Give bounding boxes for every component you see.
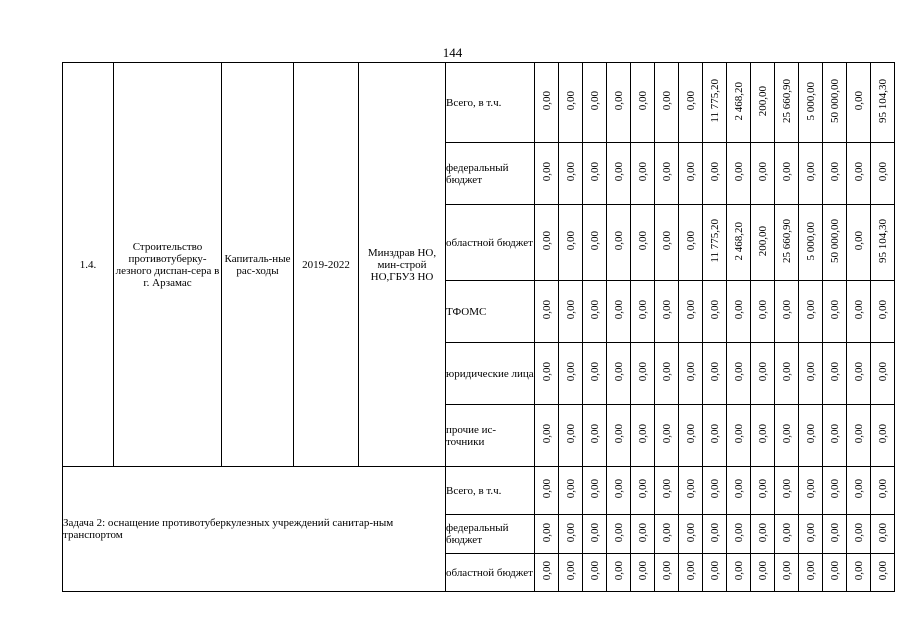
value-text: 0,00 <box>636 231 649 251</box>
value-cell <box>583 281 607 343</box>
value-text: 0,00 <box>852 424 865 444</box>
value-text: 0,00 <box>684 91 697 111</box>
value-text: 95 104,30 <box>876 79 889 123</box>
value-text: 11 775,20 <box>708 79 721 123</box>
value-text: 0,00 <box>636 424 649 444</box>
funding-source: Всего, в т.ч. <box>446 467 535 515</box>
value-cell <box>631 63 655 143</box>
value-cell <box>535 515 559 554</box>
value-cell <box>535 554 559 592</box>
value-cell <box>583 405 607 467</box>
table-row <box>63 467 895 515</box>
value-cell <box>775 405 799 467</box>
value-text: 0,00 <box>612 479 625 499</box>
value-cell <box>535 467 559 515</box>
value-cell <box>847 63 871 143</box>
value-cell <box>631 515 655 554</box>
value-cell <box>559 281 583 343</box>
value-text: 25 660,90 <box>780 219 793 263</box>
value-cell <box>871 467 895 515</box>
value-cell <box>871 63 895 143</box>
value-text: 0,00 <box>708 522 721 543</box>
value-cell <box>871 554 895 592</box>
value-text: 0,00 <box>564 91 577 111</box>
value-text: 0,00 <box>684 561 697 581</box>
funding-source: областной бюджет <box>446 554 535 592</box>
value-cell <box>607 205 631 281</box>
value-cell <box>727 467 751 515</box>
value-cell <box>655 205 679 281</box>
value-cell <box>775 554 799 592</box>
value-cell <box>847 281 871 343</box>
value-cell <box>655 281 679 343</box>
value-cell <box>607 143 631 205</box>
budget-table <box>62 62 895 592</box>
value-cell <box>823 143 847 205</box>
value-text: 0,00 <box>684 362 697 382</box>
value-text: 0,00 <box>780 162 793 182</box>
value-cell <box>655 343 679 405</box>
value-cell <box>583 63 607 143</box>
value-text: 0,00 <box>852 162 865 182</box>
value-text: 0,00 <box>612 561 625 581</box>
value-cell <box>607 554 631 592</box>
value-text: 0,00 <box>684 424 697 444</box>
value-text: 0,00 <box>708 362 721 382</box>
value-text: 0,00 <box>564 300 577 320</box>
value-text: 0,00 <box>612 300 625 320</box>
value-cell <box>871 515 895 554</box>
value-text: 0,00 <box>876 424 889 444</box>
value-cell <box>847 515 871 554</box>
value-text: 0,00 <box>612 91 625 111</box>
value-text: 0,00 <box>780 424 793 444</box>
value-text: 0,00 <box>732 522 745 543</box>
value-cell <box>751 205 775 281</box>
value-text: 0,00 <box>756 522 769 543</box>
value-text: 0,00 <box>636 522 649 543</box>
value-cell <box>655 63 679 143</box>
value-cell <box>703 467 727 515</box>
value-cell <box>775 515 799 554</box>
value-text: 0,00 <box>684 479 697 499</box>
value-text: 0,00 <box>540 91 553 111</box>
value-cell <box>559 63 583 143</box>
value-cell <box>775 281 799 343</box>
funding-source: юридические лица <box>446 343 535 405</box>
table-row <box>63 63 895 143</box>
value-text: 0,00 <box>732 300 745 320</box>
value-cell <box>799 343 823 405</box>
value-text: 0,00 <box>708 561 721 581</box>
value-text: 0,00 <box>588 362 601 382</box>
value-text: 2 468,20 <box>732 221 745 261</box>
value-text: 0,00 <box>828 561 841 581</box>
item-name: Строительство противотуберку-лезного диспан-сера в г. Арзамас <box>114 63 222 467</box>
value-text: 0,00 <box>540 362 553 382</box>
value-text: 0,00 <box>684 231 697 251</box>
value-cell <box>703 63 727 143</box>
value-cell <box>631 405 655 467</box>
value-text: 0,00 <box>804 522 817 543</box>
value-cell <box>847 343 871 405</box>
value-text: 0,00 <box>852 300 865 320</box>
value-text: 0,00 <box>636 479 649 499</box>
value-cell <box>847 143 871 205</box>
value-text: 0,00 <box>660 479 673 499</box>
value-cell <box>799 281 823 343</box>
value-text: 5 000,00 <box>804 221 817 261</box>
value-text: 0,00 <box>660 561 673 581</box>
value-cell <box>679 554 703 592</box>
value-text: 0,00 <box>660 91 673 111</box>
value-cell <box>775 63 799 143</box>
value-cell <box>847 205 871 281</box>
value-text: 0,00 <box>804 561 817 581</box>
funding-source: Всего, в т.ч. <box>446 63 535 143</box>
value-text: 0,00 <box>828 300 841 320</box>
value-text: 0,00 <box>588 231 601 251</box>
task-title: Задача 2: оснащение противотуберкулезных учреждений санитар-ным транспортом <box>63 467 446 592</box>
value-text: 0,00 <box>876 522 889 543</box>
value-text: 0,00 <box>588 300 601 320</box>
value-cell <box>559 467 583 515</box>
value-text: 0,00 <box>588 162 601 182</box>
value-cell <box>775 343 799 405</box>
value-cell <box>535 343 559 405</box>
value-text: 0,00 <box>804 162 817 182</box>
value-cell <box>775 205 799 281</box>
value-cell <box>655 467 679 515</box>
value-text: 0,00 <box>708 300 721 320</box>
value-cell <box>799 205 823 281</box>
value-cell <box>607 343 631 405</box>
value-cell <box>799 405 823 467</box>
value-text: 0,00 <box>564 561 577 581</box>
value-cell <box>583 205 607 281</box>
value-cell <box>679 143 703 205</box>
value-cell <box>727 405 751 467</box>
value-cell <box>559 515 583 554</box>
value-cell <box>751 467 775 515</box>
value-cell <box>823 554 847 592</box>
value-cell <box>727 281 751 343</box>
value-text: 0,00 <box>756 479 769 499</box>
value-text: 11 775,20 <box>708 219 721 263</box>
value-cell <box>655 143 679 205</box>
value-text: 50 000,00 <box>828 79 841 123</box>
value-text: 0,00 <box>804 479 817 499</box>
value-text: 0,00 <box>804 424 817 444</box>
value-text: 0,00 <box>852 231 865 251</box>
value-text: 0,00 <box>732 362 745 382</box>
value-cell <box>871 281 895 343</box>
value-cell <box>559 143 583 205</box>
value-cell <box>703 205 727 281</box>
value-text: 2 468,20 <box>732 81 745 121</box>
value-text: 0,00 <box>564 162 577 182</box>
value-cell <box>607 515 631 554</box>
value-text: 0,00 <box>852 522 865 543</box>
value-text: 200,00 <box>756 85 769 117</box>
value-text: 0,00 <box>612 522 625 543</box>
value-cell <box>727 205 751 281</box>
value-text: 25 660,90 <box>780 79 793 123</box>
value-text: 0,00 <box>660 522 673 543</box>
item-expense-type: Капиталь-ные рас-ходы <box>222 63 294 467</box>
value-text: 0,00 <box>732 479 745 499</box>
value-text: 0,00 <box>636 561 649 581</box>
value-cell <box>751 554 775 592</box>
value-text: 0,00 <box>708 162 721 182</box>
value-cell <box>583 515 607 554</box>
value-text: 0,00 <box>828 479 841 499</box>
value-cell <box>631 205 655 281</box>
value-cell <box>703 554 727 592</box>
value-cell <box>871 405 895 467</box>
value-text: 0,00 <box>588 479 601 499</box>
value-cell <box>703 405 727 467</box>
value-cell <box>655 515 679 554</box>
value-cell <box>559 343 583 405</box>
value-text: 0,00 <box>732 162 745 182</box>
value-cell <box>559 554 583 592</box>
value-text: 0,00 <box>540 162 553 182</box>
value-text: 0,00 <box>564 362 577 382</box>
value-cell <box>559 405 583 467</box>
value-text: 0,00 <box>756 424 769 444</box>
funding-source: областной бюджет <box>446 205 535 281</box>
value-cell <box>823 205 847 281</box>
value-cell <box>607 405 631 467</box>
value-text: 0,00 <box>828 362 841 382</box>
value-text: 0,00 <box>612 362 625 382</box>
value-text: 0,00 <box>828 522 841 543</box>
value-cell <box>607 281 631 343</box>
value-cell <box>655 554 679 592</box>
value-text: 0,00 <box>876 561 889 581</box>
value-text: 0,00 <box>540 300 553 320</box>
value-text: 0,00 <box>612 424 625 444</box>
value-text: 0,00 <box>588 561 601 581</box>
value-cell <box>751 281 775 343</box>
value-text: 0,00 <box>636 162 649 182</box>
value-cell <box>871 143 895 205</box>
value-text: 0,00 <box>852 362 865 382</box>
value-text: 0,00 <box>708 424 721 444</box>
value-cell <box>679 343 703 405</box>
value-cell <box>703 343 727 405</box>
value-cell <box>799 515 823 554</box>
value-text: 0,00 <box>540 522 553 543</box>
value-text: 0,00 <box>612 231 625 251</box>
value-cell <box>607 63 631 143</box>
value-cell <box>823 467 847 515</box>
value-cell <box>727 143 751 205</box>
value-text: 0,00 <box>660 162 673 182</box>
value-text: 0,00 <box>852 479 865 499</box>
value-text: 0,00 <box>636 91 649 111</box>
value-text: 0,00 <box>780 300 793 320</box>
value-text: 0,00 <box>828 162 841 182</box>
value-text: 0,00 <box>756 300 769 320</box>
page-number: 144 <box>442 45 463 60</box>
value-cell <box>679 467 703 515</box>
value-cell <box>631 143 655 205</box>
value-cell <box>679 405 703 467</box>
value-text: 0,00 <box>540 479 553 499</box>
value-text: 0,00 <box>732 424 745 444</box>
value-text: 0,00 <box>684 522 697 543</box>
value-cell <box>799 143 823 205</box>
value-text: 0,00 <box>708 479 721 499</box>
value-cell <box>871 205 895 281</box>
value-cell <box>559 205 583 281</box>
value-cell <box>535 281 559 343</box>
value-cell <box>847 467 871 515</box>
value-cell <box>823 343 847 405</box>
value-cell <box>655 405 679 467</box>
value-cell <box>751 405 775 467</box>
value-cell <box>535 63 559 143</box>
value-cell <box>535 205 559 281</box>
funding-source: федеральный бюджет <box>446 515 535 554</box>
value-text: 0,00 <box>756 561 769 581</box>
value-text: 0,00 <box>588 522 601 543</box>
value-cell <box>847 554 871 592</box>
value-text: 0,00 <box>780 362 793 382</box>
value-text: 0,00 <box>660 300 673 320</box>
value-text: 0,00 <box>588 424 601 444</box>
value-cell <box>751 515 775 554</box>
value-cell <box>727 63 751 143</box>
value-cell <box>775 143 799 205</box>
value-cell <box>871 343 895 405</box>
value-cell <box>583 343 607 405</box>
value-text: 200,00 <box>756 225 769 257</box>
value-cell <box>751 143 775 205</box>
value-cell <box>679 515 703 554</box>
value-cell <box>823 63 847 143</box>
value-text: 0,00 <box>564 424 577 444</box>
value-cell <box>583 143 607 205</box>
value-cell <box>775 467 799 515</box>
value-text: 0,00 <box>636 300 649 320</box>
value-cell <box>823 515 847 554</box>
value-cell <box>679 281 703 343</box>
value-text: 0,00 <box>756 362 769 382</box>
value-cell <box>703 281 727 343</box>
value-text: 0,00 <box>732 561 745 581</box>
value-cell <box>631 554 655 592</box>
value-cell <box>799 467 823 515</box>
value-cell <box>703 143 727 205</box>
value-text: 0,00 <box>660 424 673 444</box>
value-text: 0,00 <box>852 561 865 581</box>
value-text: 0,00 <box>660 362 673 382</box>
value-cell <box>631 281 655 343</box>
value-text: 0,00 <box>540 424 553 444</box>
value-cell <box>847 405 871 467</box>
value-cell <box>631 467 655 515</box>
value-cell <box>727 554 751 592</box>
value-cell <box>799 63 823 143</box>
value-text: 0,00 <box>588 91 601 111</box>
value-text: 0,00 <box>564 479 577 499</box>
value-text: 0,00 <box>660 231 673 251</box>
value-text: 0,00 <box>780 561 793 581</box>
value-cell <box>751 343 775 405</box>
value-cell <box>727 343 751 405</box>
funding-source: федеральный бюджет <box>446 143 535 205</box>
item-executor: Минздрав НО, мин-строй НО,ГБУЗ НО <box>359 63 446 467</box>
value-cell <box>535 405 559 467</box>
value-text: 0,00 <box>564 522 577 543</box>
value-cell <box>823 405 847 467</box>
value-text: 50 000,00 <box>828 219 841 263</box>
value-cell <box>703 515 727 554</box>
value-text: 0,00 <box>852 91 865 111</box>
value-text: 0,00 <box>636 362 649 382</box>
value-text: 0,00 <box>540 231 553 251</box>
value-text: 0,00 <box>684 300 697 320</box>
value-text: 95 104,30 <box>876 219 889 263</box>
item-period: 2019-2022 <box>294 63 359 467</box>
value-text: 0,00 <box>804 362 817 382</box>
value-cell <box>679 63 703 143</box>
value-text: 5 000,00 <box>804 81 817 121</box>
funding-source: прочие ис-точники <box>446 405 535 467</box>
value-text: 0,00 <box>780 522 793 543</box>
value-cell <box>583 554 607 592</box>
value-text: 0,00 <box>876 479 889 499</box>
value-text: 0,00 <box>564 231 577 251</box>
value-text: 0,00 <box>876 362 889 382</box>
value-cell <box>679 205 703 281</box>
value-text: 0,00 <box>876 300 889 320</box>
value-text: 0,00 <box>876 162 889 182</box>
value-cell <box>607 467 631 515</box>
value-cell <box>727 515 751 554</box>
value-text: 0,00 <box>612 162 625 182</box>
value-cell <box>631 343 655 405</box>
value-cell <box>583 467 607 515</box>
value-cell <box>751 63 775 143</box>
value-text: 0,00 <box>828 424 841 444</box>
funding-source: ТФОМС <box>446 281 535 343</box>
value-text: 0,00 <box>684 162 697 182</box>
value-text: 0,00 <box>804 300 817 320</box>
value-text: 0,00 <box>756 162 769 182</box>
value-cell <box>535 143 559 205</box>
value-text: 0,00 <box>780 479 793 499</box>
value-cell <box>799 554 823 592</box>
item-number: 1.4. <box>63 63 114 467</box>
value-text: 0,00 <box>540 561 553 581</box>
value-cell <box>823 281 847 343</box>
